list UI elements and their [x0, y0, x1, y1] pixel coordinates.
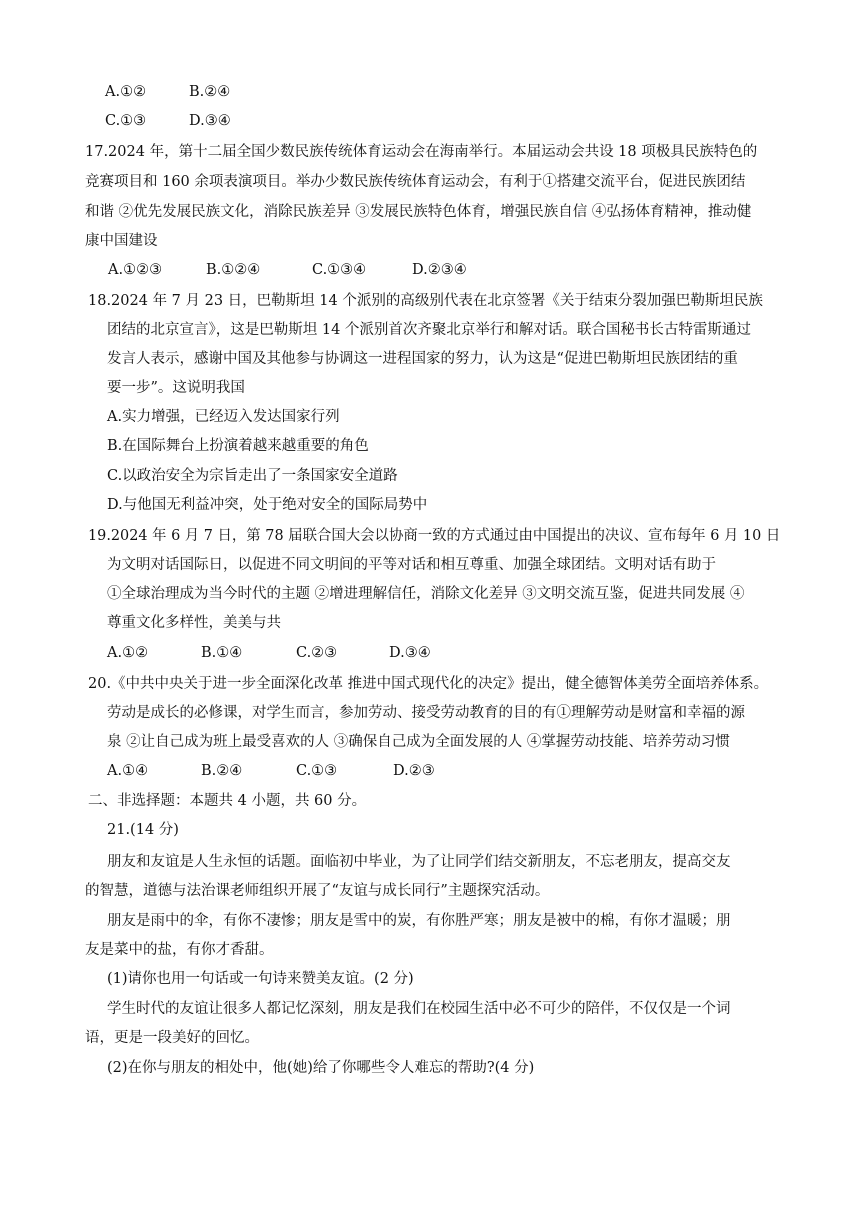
q18-option-b: B.在国际舞台上扮演着越来越重要的角色: [107, 438, 369, 454]
q16-option-c: C.①③: [105, 113, 147, 129]
q17-option-b: B.①②④: [206, 262, 261, 278]
q17-option-c: C.①③④: [312, 262, 367, 278]
q16-options-row1: [0, 82, 860, 102]
q21-para2-line-2: 友是菜中的盐，有你才香甜。: [85, 942, 274, 958]
q20-option-a: A.①④: [107, 763, 149, 779]
q19-option-a: A.①②: [107, 645, 149, 661]
q17-line-3: 和谐 ②优先发展民族文化，消除民族差异 ③发展民族特色体育，增强民族自信 ④弘扬体育精神，推动健: [85, 204, 752, 220]
q21-para3-line-2: 语，更是一段美好的回忆。: [85, 1030, 259, 1046]
q19-option-b: B.①④: [201, 645, 243, 661]
q21-number: 21.(14 分): [107, 822, 179, 838]
q20-option-c: C.①③: [296, 763, 338, 779]
q20-line-2: 劳动是成长的必修课，对学生而言，参加劳动、接受劳动教育的目的有①理解劳动是财富和幸福的源: [107, 705, 745, 721]
q19-line-2: 为文明对话国际日，以促进不同文明间的平等对话和相互尊重、加强全球团结。文明对话有助于: [107, 557, 716, 573]
q16-option-a: A.①②: [105, 84, 147, 100]
q16-option-b: B.②④: [189, 84, 231, 100]
q19-line-3: ①全球治理成为当今时代的主题 ②增进理解信任，消除文化差异 ③文明交流互鉴，促进共同发展 ④: [107, 586, 745, 602]
q20-line-3: 泉 ②让自己成为班上最受喜欢的人 ③确保自己成为全面发展的人 ④掌握劳动技能、培养劳动习惯: [107, 734, 730, 750]
q17-option-d: D.②③④: [412, 262, 467, 278]
q18-option-c: C.以政治安全为宗旨走出了一条国家安全道路: [107, 468, 398, 484]
q16-option-d: D.③④: [189, 113, 231, 129]
q18-line-4: 要一步”。这说明我国: [107, 380, 245, 396]
q17-line-2: 竞赛项目和 160 余项表演项目。举办少数民族传统体育运动会，有利于①搭建交流平台，促进民族团结: [85, 174, 746, 190]
q21-para3-line-1: 学生时代的友谊让很多人都记忆深刻，朋友是我们在校园生活中必不可少的陪伴，不仅仅是一个词: [107, 1001, 731, 1017]
q17-options: [0, 260, 860, 280]
q18-line-3: 发言人表示，感谢中国及其他参与协调这一进程国家的努力，认为这是“促进巴勒斯坦民族团结的重: [107, 351, 738, 367]
q18-option-d: D.与他国无利益冲突，处于绝对安全的国际局势中: [107, 497, 428, 513]
q19-line-1: 19.2024 年 6 月 7 日，第 78 届联合国大会以协商一致的方式通过由中国提出的决议、宣布每年 6 月 10 日: [88, 528, 781, 544]
q18-line-2: 团结的北京宣言》，这是巴勒斯坦 14 个派别首次齐聚北京举行和解对话。联合国秘书长古特雷斯通过: [107, 322, 751, 338]
q21-para1-line-1: 朋友和友谊是人生永恒的话题。面临初中毕业，为了让同学们结交新朋友，不忘老朋友，提高交友: [107, 854, 731, 870]
q18-line-1: 18.2024 年 7 月 23 日，巴勒斯坦 14 个派别的高级别代表在北京签署《关于结束分裂加强巴勒斯坦民族: [88, 293, 763, 309]
q17-option-a: A.①②③: [108, 262, 163, 278]
q21-sub-question-2: (2)在你与朋友的相处中，他(她)给了你哪些令人难忘的帮助?(4 分): [107, 1060, 535, 1076]
q21-para1-line-2: 的智慧，道德与法治课老师组织开展了“友谊与成长同行”主题探究活动。: [85, 883, 550, 899]
q17-line-1: 17.2024 年，第十二届全国少数民族传统体育运动会在海南举行。本届运动会共设 18 项极具民族特色的: [85, 144, 758, 160]
section2-heading: 二、非选择题：本题共 4 小题，共 60 分。: [88, 793, 367, 809]
q20-option-d: D.②③: [393, 763, 435, 779]
q21-para2-line-1: 朋友是雨中的伞，有你不凄惨；朋友是雪中的炭，有你胜严寒；朋友是被中的棉，有你才温暖；朋: [107, 913, 731, 929]
q19-options: [0, 643, 860, 663]
q16-options-row2: [0, 111, 860, 131]
q19-option-c: C.②③: [296, 645, 338, 661]
q18-option-a: A.实力增强，已经迈入发达国家行列: [107, 409, 340, 425]
q20-option-b: B.②④: [201, 763, 243, 779]
q19-line-4: 尊重文化多样性，美美与共: [107, 615, 281, 631]
q17-line-4: 康中国建设: [85, 233, 158, 249]
q20-options: [0, 761, 860, 781]
q21-sub-question-1: (1)请你也用一句话或一句诗来赞美友谊。(2 分): [107, 971, 414, 987]
q20-line-1: 20.《中共中央关于进一步全面深化改革 推进中国式现代化的决定》提出，健全德智体美劳全面培养体系。: [88, 676, 769, 692]
q19-option-d: D.③④: [389, 645, 431, 661]
